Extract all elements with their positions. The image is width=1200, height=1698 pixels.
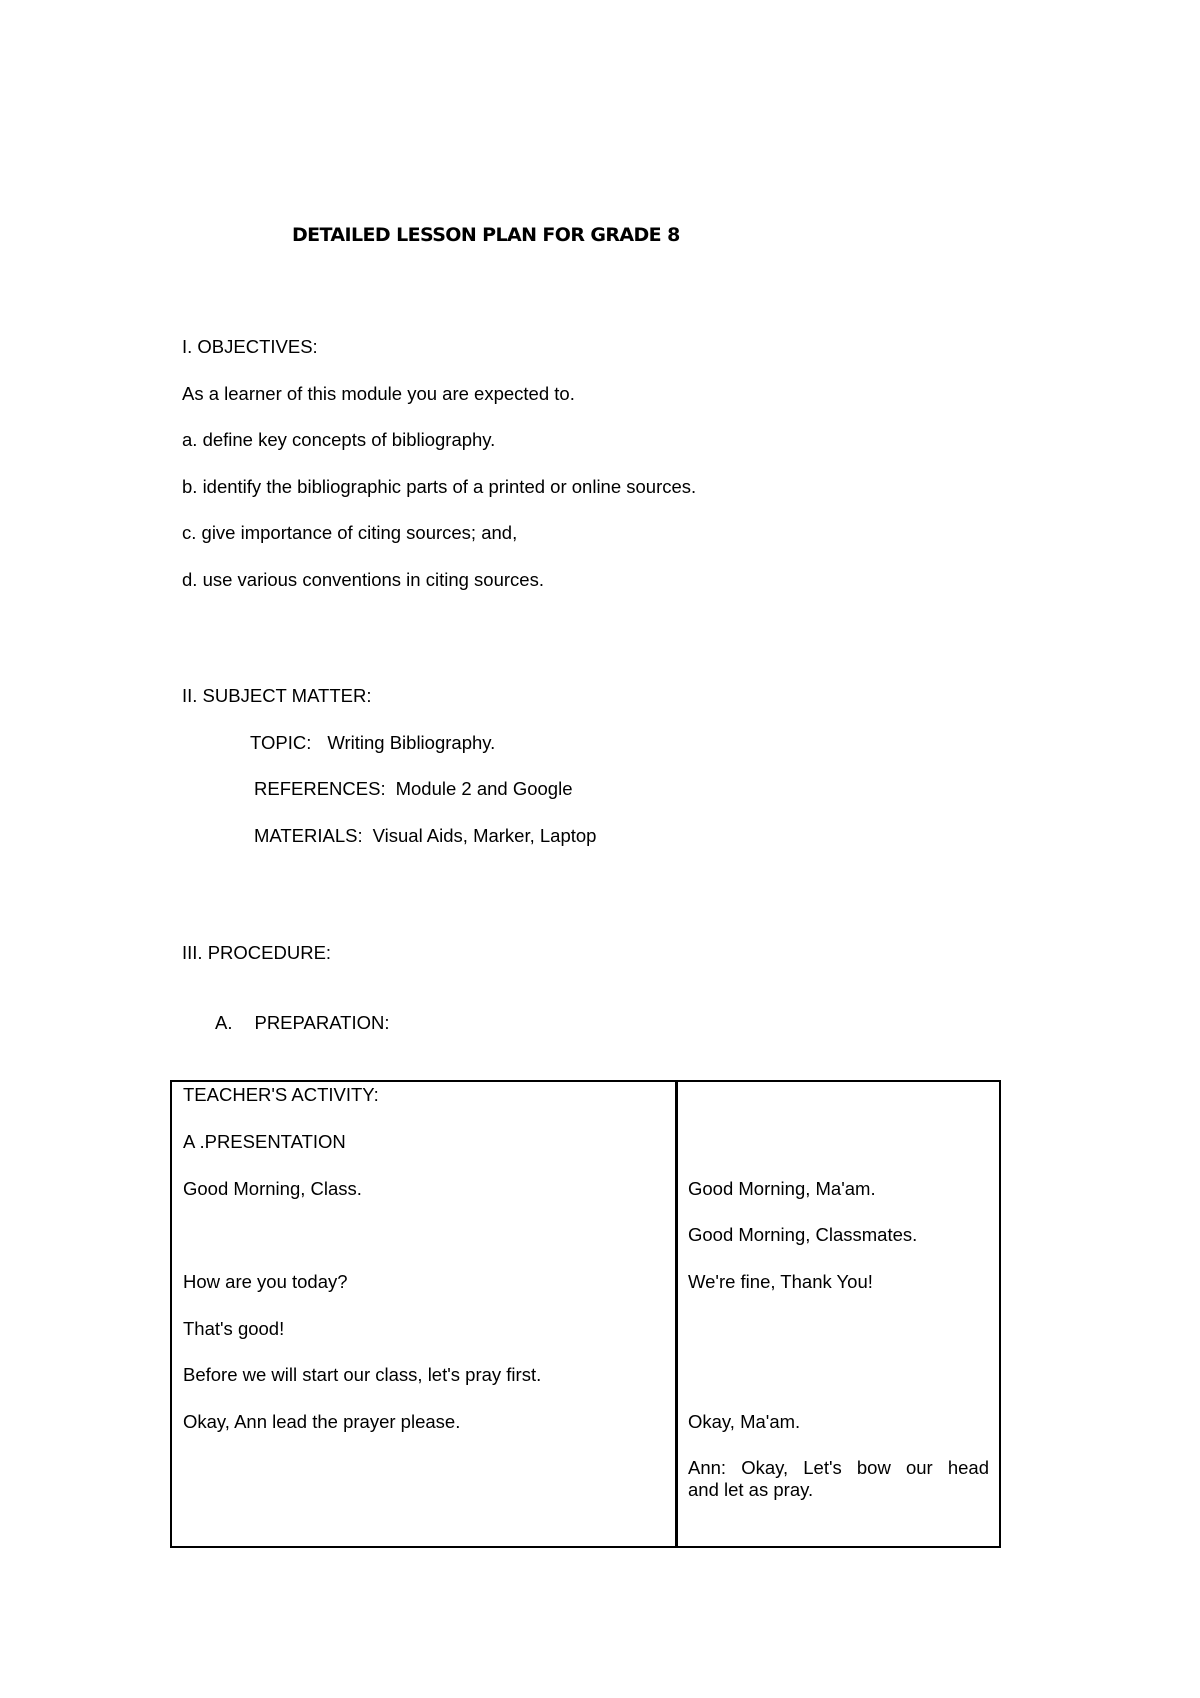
ann-prayer-response — [688, 1457, 989, 1501]
teacher-line: Good Morning, Class. — [183, 1178, 362, 1199]
procedure-heading: III. PROCEDURE: — [182, 942, 332, 963]
materials-label: MATERIALS: — [254, 825, 363, 846]
references-value: Module 2 and Google — [395, 778, 573, 799]
topic-line — [250, 732, 495, 754]
topic-value: Writing Bibliography. — [327, 732, 496, 753]
objective-item-a: a. define key concepts of bibliography. — [182, 429, 496, 450]
preparation-letter: A. — [215, 1012, 233, 1033]
activity-table — [170, 1080, 1001, 1548]
teacher-line: Before we will start our class, let's pray first. — [183, 1364, 542, 1385]
student-line: Good Morning, Ma'am. — [688, 1178, 876, 1199]
presentation-heading: A .PRESENTATION — [183, 1131, 346, 1152]
student-line: Good Morning, Classmates. — [688, 1224, 918, 1245]
ann-word: Okay, — [741, 1457, 789, 1478]
ann-word: Let's — [803, 1457, 842, 1478]
student-line: Okay, Ma'am. — [688, 1411, 801, 1432]
references-label: REFERENCES: — [254, 778, 386, 799]
teacher-activity-header: TEACHER'S ACTIVITY: — [183, 1084, 379, 1105]
subject-matter-heading: II. SUBJECT MATTER: — [182, 685, 372, 706]
student-line: We're fine, Thank You! — [688, 1271, 873, 1292]
objective-item-d: d. use various conventions in citing sources. — [182, 569, 544, 590]
teacher-line: How are you today? — [183, 1271, 348, 1292]
ann-word: Ann: — [688, 1457, 727, 1478]
objectives-heading: I. OBJECTIVES: — [182, 336, 318, 357]
topic-label: TOPIC: — [250, 732, 312, 753]
table-column-divider — [675, 1082, 678, 1546]
ann-prayer-line-2: and let as pray. — [688, 1479, 814, 1500]
objective-item-b: b. identify the bibliographic parts of a printed or online sources. — [182, 476, 697, 497]
references-line — [254, 778, 572, 800]
ann-word: bow — [856, 1457, 891, 1478]
teacher-line: Okay, Ann lead the prayer please. — [183, 1411, 461, 1432]
teacher-line: That's good! — [183, 1318, 285, 1339]
objectives-intro: As a learner of this module you are expected to. — [182, 383, 575, 404]
ann-prayer-line-1 — [688, 1457, 989, 1479]
materials-line — [254, 825, 596, 847]
objective-item-c: c. give importance of citing sources; and, — [182, 522, 518, 543]
document-title: DETAILED LESSON PLAN FOR GRADE 8 — [292, 224, 680, 246]
preparation-label: PREPARATION: — [254, 1012, 390, 1033]
preparation-line — [215, 1012, 390, 1034]
ann-word: head — [947, 1457, 989, 1478]
ann-word: our — [905, 1457, 933, 1478]
materials-value: Visual Aids, Marker, Laptop — [372, 825, 597, 846]
